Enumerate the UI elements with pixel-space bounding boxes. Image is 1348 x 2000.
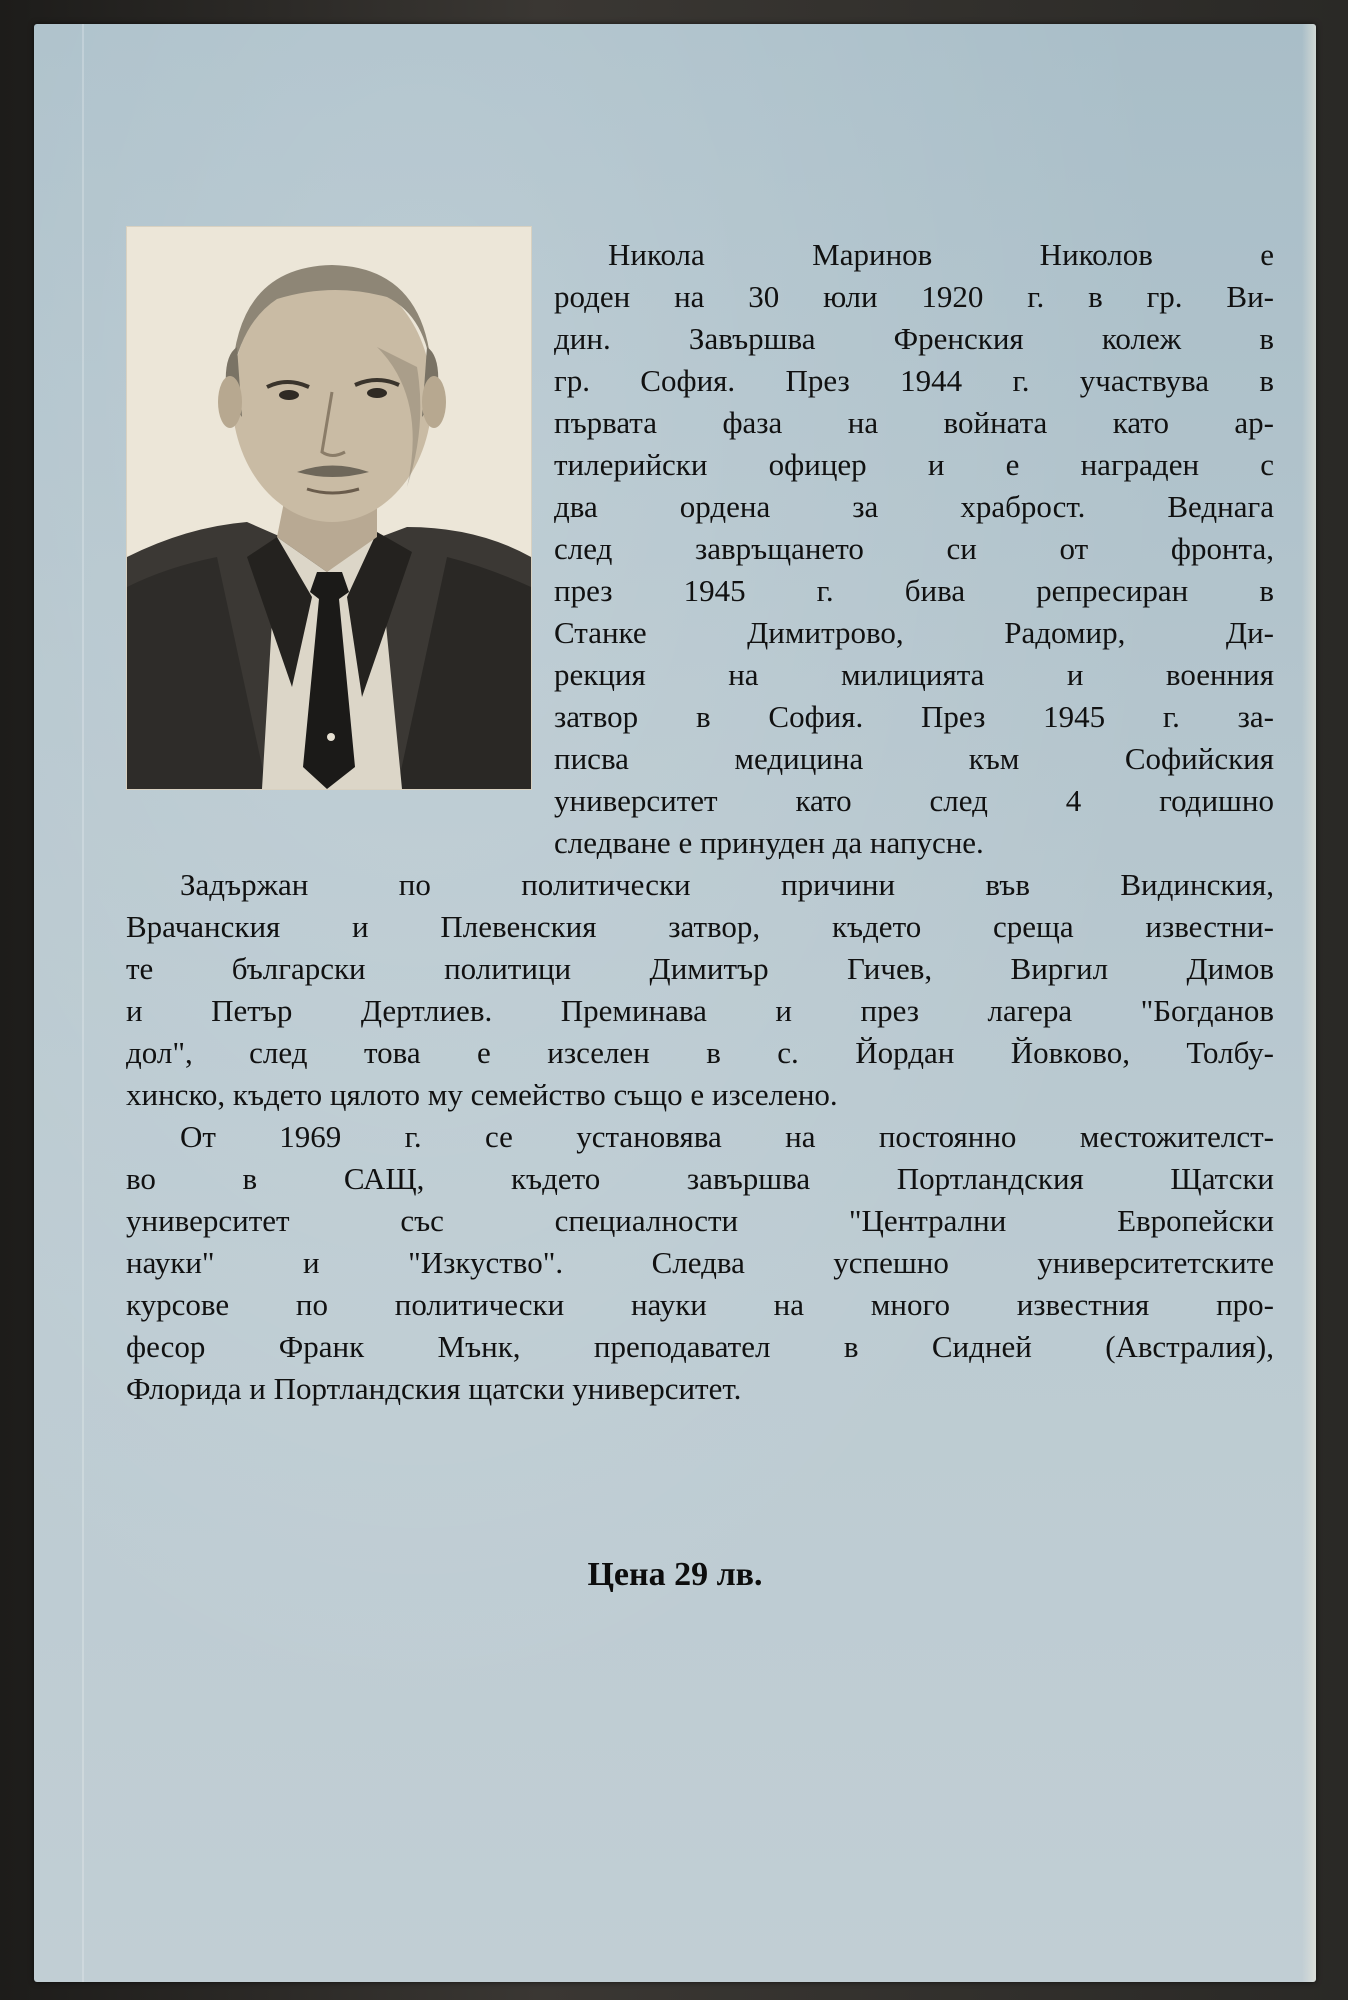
bio-intro-line: гр. София. През 1944 г. участвува в [554, 363, 1274, 398]
author-portrait-photo [126, 226, 532, 790]
bio-intro-line: университет като след 4 годишно [554, 783, 1274, 818]
bio-intro-line: роден на 30 юли 1920 г. в гр. Ви- [554, 279, 1274, 314]
cover-fold-line [82, 24, 84, 1982]
bio-paragraph-line: Врачанския и Плевенския затвор, където среща известни- [126, 909, 1274, 944]
bio-intro-line: след завръщането си от фронта, [554, 531, 1274, 566]
bio-intro-line: Станке Димитрово, Радомир, Ди- [554, 615, 1274, 650]
bio-paragraph-line: науки" и "Изкуство". Следва успешно университетските [126, 1245, 1274, 1280]
bio-paragraph-line: дол", след това е изселен в с. Йордан Йовково, Толбу- [126, 1035, 1274, 1070]
bio-paragraph-line: От 1969 г. се установява на постоянно местожителст- [180, 1119, 1274, 1154]
bio-intro-line: рекция на милицията и военния [554, 657, 1274, 692]
bio-intro-line: Никола Маринов Николов е [608, 237, 1274, 272]
bio-intro-line: първата фаза на войната като ар- [554, 405, 1274, 440]
bio-paragraph-line: фесор Франк Мънк, преподавател в Сидней (Австралия), [126, 1329, 1274, 1364]
bio-intro-line: два ордена за храброст. Веднага [554, 489, 1274, 524]
bio-intro-line: през 1945 г. бива репресиран в [554, 573, 1274, 608]
bio-paragraph-line: курсове по политически науки на много известния про- [126, 1287, 1274, 1322]
book-back-cover [34, 24, 1316, 1982]
bio-paragraph-line: Флорида и Портландския щатски университет. [126, 1371, 742, 1406]
bio-paragraph-line: университет със специалности "Централни Европейски [126, 1203, 1274, 1238]
bio-paragraph-line: Задържан по политически причини във Видинския, [180, 867, 1274, 902]
bio-intro-line: затвор в София. През 1945 г. за- [554, 699, 1274, 734]
biography-paragraph-usa [126, 1116, 1274, 1410]
cover-page-edge [1302, 24, 1316, 1982]
bio-paragraph-line: хинско, където цялото му семейство също е изселено. [126, 1077, 838, 1112]
bio-intro-line: писва медицина към Софийския [554, 741, 1274, 776]
bio-paragraph-line: и Петър Дертлиев. Преминава и през лагера "Богданов [126, 993, 1274, 1028]
bio-paragraph-line: во в САЩ, където завършва Портландския Щатски [126, 1161, 1274, 1196]
price-label: Цена 29 лв. [587, 1556, 763, 1593]
biography-paragraph-imprisonment [126, 864, 1274, 1116]
bio-intro-line: дин. Завършва Френския колеж в [554, 321, 1274, 356]
bio-intro-line: тилерийски офицер и е награден с [554, 447, 1274, 482]
biography-intro [554, 234, 1274, 864]
bio-paragraph-line: те български политици Димитър Гичев, Виргил Димов [126, 951, 1274, 986]
bio-intro-line: следване е принуден да напусне. [554, 825, 984, 860]
